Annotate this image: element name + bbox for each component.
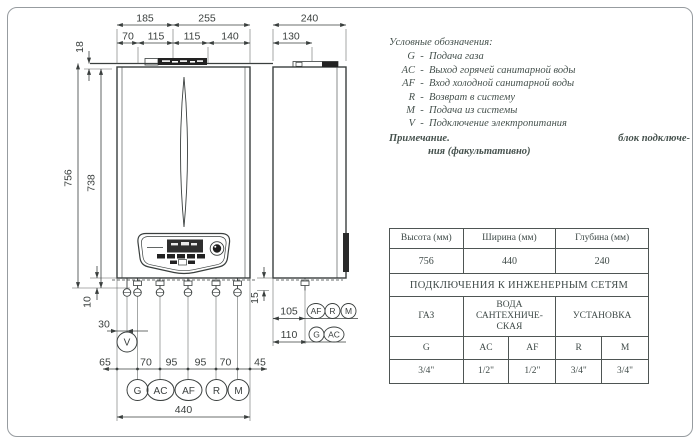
- legend-item: [389, 64, 690, 77]
- group-header-cell: ГАЗ: [390, 297, 464, 337]
- legend-dash: -: [420, 118, 424, 130]
- front-top-dimensions: [117, 13, 250, 44]
- table-row: [390, 297, 649, 337]
- table-row: [390, 229, 649, 249]
- dim-label: 70: [140, 356, 152, 369]
- dim-label: 70: [122, 30, 134, 43]
- legend-dash: -: [420, 78, 424, 90]
- boiler-body-side: [273, 67, 346, 278]
- note-text-2: ния (факультативно): [428, 146, 531, 158]
- connection-label: AF: [182, 385, 195, 397]
- conn-size-cell: 1/2": [463, 360, 509, 384]
- front-total-width-dimension: [117, 404, 250, 417]
- flue-outlet: [293, 62, 338, 68]
- dim-value-cell: 240: [556, 249, 649, 274]
- dim-label: 140: [221, 30, 239, 43]
- connection-label: AC: [328, 329, 340, 340]
- side-depth-dimensions: [273, 304, 358, 343]
- legend-key: G: [407, 51, 415, 63]
- legend-dash: -: [420, 105, 424, 117]
- conn-label-cell: AF: [509, 337, 556, 360]
- dim-label: 738: [85, 174, 98, 192]
- legend-item: [389, 91, 690, 104]
- dim-label: 10: [81, 296, 94, 308]
- table-row: [390, 337, 649, 360]
- table-row: [390, 360, 649, 384]
- legend-key: AC: [401, 64, 415, 76]
- legend-key: R: [408, 91, 415, 103]
- dim-value-cell: 440: [463, 249, 556, 274]
- legend-desc: Вход холодной санитарной воды: [429, 78, 575, 90]
- dim-header-cell: Ширина (мм): [463, 229, 556, 249]
- conn-size-cell: 1/2": [509, 360, 556, 384]
- front-left-dimensions: [63, 41, 102, 308]
- connection-label: V: [123, 337, 131, 349]
- dim-label: 130: [282, 30, 300, 43]
- legend: [389, 36, 690, 159]
- side-panel-profile: [343, 233, 349, 272]
- legend-key: V: [408, 118, 415, 130]
- legend-desc: Выход горячей санитарной воды: [429, 64, 576, 76]
- legend-dash: -: [420, 51, 424, 63]
- front-bottom-chain-dimension: [99, 357, 267, 371]
- side-top-dimensions: [273, 13, 346, 44]
- legend-item: [389, 117, 690, 130]
- dim-label: 756: [62, 169, 75, 187]
- connection-label: M: [344, 306, 353, 316]
- dim-label: 70: [219, 356, 232, 369]
- dim-label: 115: [147, 30, 165, 43]
- connection-label: R: [212, 385, 221, 397]
- group-header-cell: ВОДА САНТЕХНИЧЕ-СКАЯ: [463, 297, 556, 337]
- legend-note: [389, 132, 690, 145]
- note-label: Примечание.: [389, 132, 450, 144]
- connection-label: AC: [153, 385, 168, 397]
- dim-label: 110: [280, 329, 298, 341]
- display-screen: [167, 240, 203, 253]
- table-row: [390, 249, 649, 274]
- conn-label-cell: AC: [463, 337, 509, 360]
- connection-label: M: [234, 385, 243, 397]
- conn-size-cell: 3/4": [556, 360, 602, 384]
- legend-dash: -: [420, 64, 424, 76]
- front-pipe-connections: [112, 278, 255, 296]
- legend-desc: Возврат в систему: [429, 91, 515, 103]
- legend-dash: -: [420, 91, 424, 103]
- connection-label: G: [313, 329, 320, 340]
- dim-header-cell: Высота (мм): [390, 229, 464, 249]
- dim-label: 115: [183, 30, 201, 43]
- legend-desc: Подача газа: [429, 51, 484, 63]
- legend-item: [389, 77, 690, 90]
- table-row: [390, 274, 649, 297]
- connection-label: R: [329, 306, 336, 316]
- legend-desc: Подключение электропитания: [429, 118, 567, 130]
- connection-label: AF: [310, 306, 322, 316]
- spec-table: [389, 228, 649, 384]
- conn-label-cell: R: [556, 337, 602, 360]
- dim-label: 440: [174, 404, 193, 416]
- front-view: [90, 58, 273, 296]
- conn-label-cell: M: [602, 337, 649, 360]
- dim-label: 240: [300, 12, 319, 25]
- front-connection-labels: [127, 380, 249, 401]
- dim-label: 95: [194, 356, 207, 369]
- note-text-1: блок подключе-: [618, 132, 690, 144]
- group-header-cell: УСТАНОВКА: [556, 297, 649, 337]
- legend-desc: Подача из системы: [429, 105, 518, 117]
- legend-title: Условные обозначения:: [389, 37, 493, 48]
- dim-value-cell: 756: [390, 249, 464, 274]
- dim-label: 105: [280, 305, 298, 318]
- conn-size-cell: 3/4": [602, 360, 649, 384]
- connection-label: G: [133, 385, 142, 397]
- dim-label: 45: [254, 356, 266, 369]
- dim-label: 185: [136, 12, 154, 25]
- dim-label: 18: [74, 41, 86, 53]
- legend-key: M: [406, 105, 415, 117]
- dim-header-cell: Глубина (мм): [556, 229, 649, 249]
- side-protrusion-dimension: [249, 267, 264, 304]
- power-connection-dimension: [98, 319, 148, 353]
- legend-key: AF: [402, 78, 415, 90]
- conn-label-cell: G: [390, 337, 464, 360]
- dim-label: 30: [98, 318, 110, 331]
- side-view: [273, 62, 349, 291]
- dim-label: 95: [165, 356, 178, 369]
- dim-label: 255: [198, 12, 216, 25]
- conn-size-cell: 3/4": [390, 360, 464, 384]
- dim-label: 65: [99, 356, 111, 369]
- legend-item: [389, 50, 690, 63]
- legend-item: [389, 104, 690, 117]
- dim-label: 15: [249, 292, 261, 304]
- control-panel: [138, 234, 230, 274]
- side-extension-lines: [257, 29, 346, 346]
- front-lens-detail: [181, 77, 188, 227]
- table-section-title: ПОДКЛЮЧЕНИЯ К ИНЖЕНЕРНЫМ СЕТЯМ: [390, 274, 649, 297]
